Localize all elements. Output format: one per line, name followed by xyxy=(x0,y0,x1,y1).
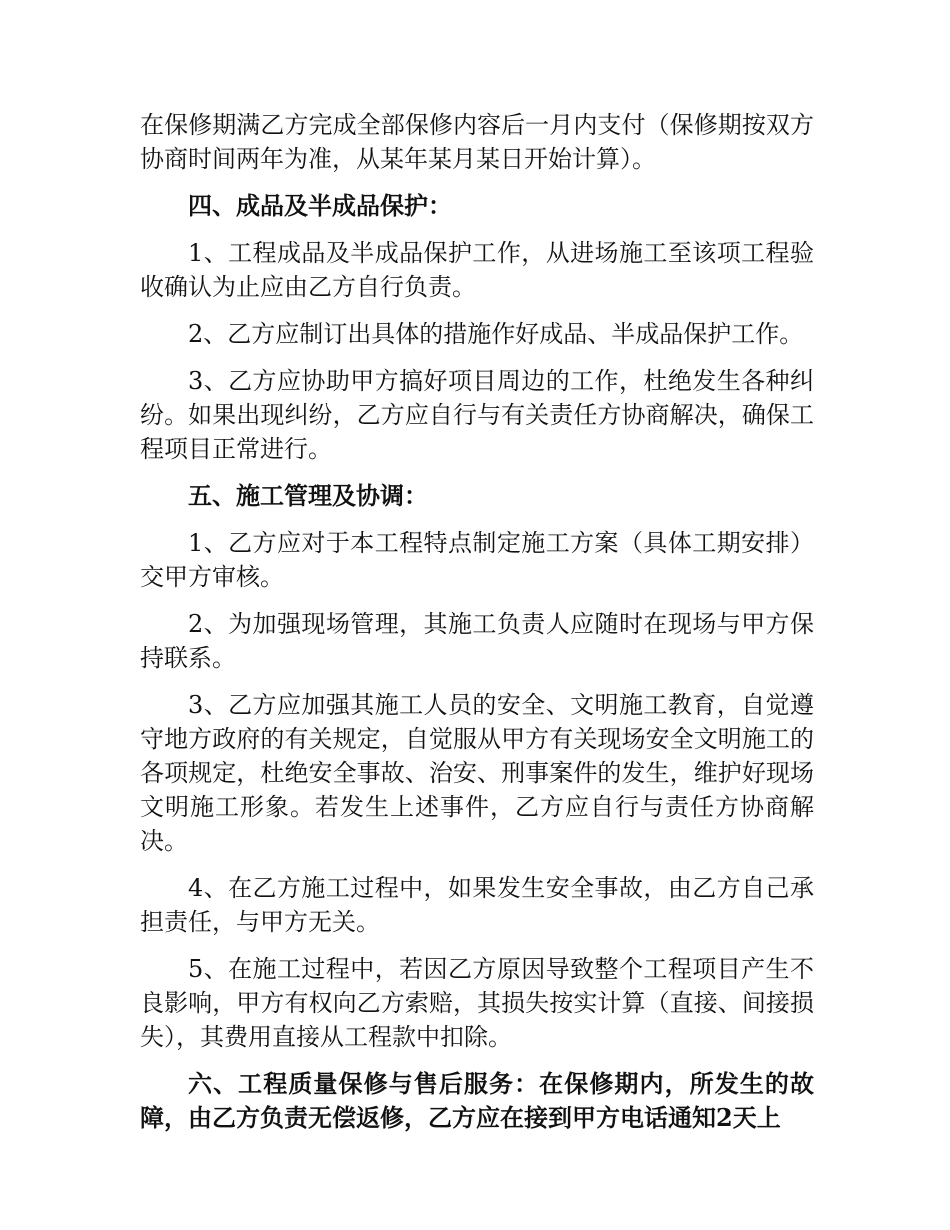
section-heading-construction-management: 五、施工管理及协调： xyxy=(188,481,428,510)
document-page xyxy=(140,108,814,1148)
paragraph-management-3: 3、乙方应加强其施工人员的安全、文明施工教育，自觉遵守地方政府的有关规定，自觉服从甲方有关现场安全文明施工的各项规定，杜绝安全事故、治安、刑事案件的发生，维护好现场文明施工形象。若发生上述事件，乙方应自行与责任方协商解决。 xyxy=(140,691,814,855)
section-heading-product-protection: 四、成品及半成品保护： xyxy=(188,191,452,220)
section-heading-quality-warranty: 六、工程质量保修与售后服务：在保修期内，所发生的故障，由乙方负责无偿返修，乙方应在接到甲方电话通知2天上 xyxy=(140,1069,814,1132)
paragraph-protection-2: 2、乙方应制订出具体的措施作好成品、半成品保护工作。 xyxy=(188,320,804,348)
paragraph-payment-terms: 在保修期满乙方完成全部保修内容后一月内支付（保修期按双方协商时间两年为准，从某年某月某日开始计算）。 xyxy=(140,111,814,173)
paragraph-management-1: 1、乙方应对于本工程特点制定施工方案（具体工期安排）交甲方审核。 xyxy=(140,529,814,591)
paragraph-protection-1: 1、工程成品及半成品保护工作，从进场施工至该项工程验收确认为止应由乙方自行负责。 xyxy=(140,239,814,301)
paragraph-protection-3: 3、乙方应协助甲方搞好项目周边的工作，杜绝发生各种纠纷。如果出现纠纷，乙方应自行与有关责任方协商解决，确保工程项目正常进行。 xyxy=(140,367,814,463)
paragraph-management-4: 4、在乙方施工过程中，如果发生安全事故，由乙方自己承担责任，与甲方无关。 xyxy=(140,874,814,936)
paragraph-management-2: 2、为加强现场管理，其施工负责人应随时在现场与甲方保持联系。 xyxy=(140,610,814,672)
paragraph-management-5: 5、在施工过程中，若因乙方原因导致整个工程项目产生不良影响，甲方有权向乙方索赔，其损失按实计算（直接、间接损失），其费用直接从工程款中扣除。 xyxy=(140,955,814,1051)
